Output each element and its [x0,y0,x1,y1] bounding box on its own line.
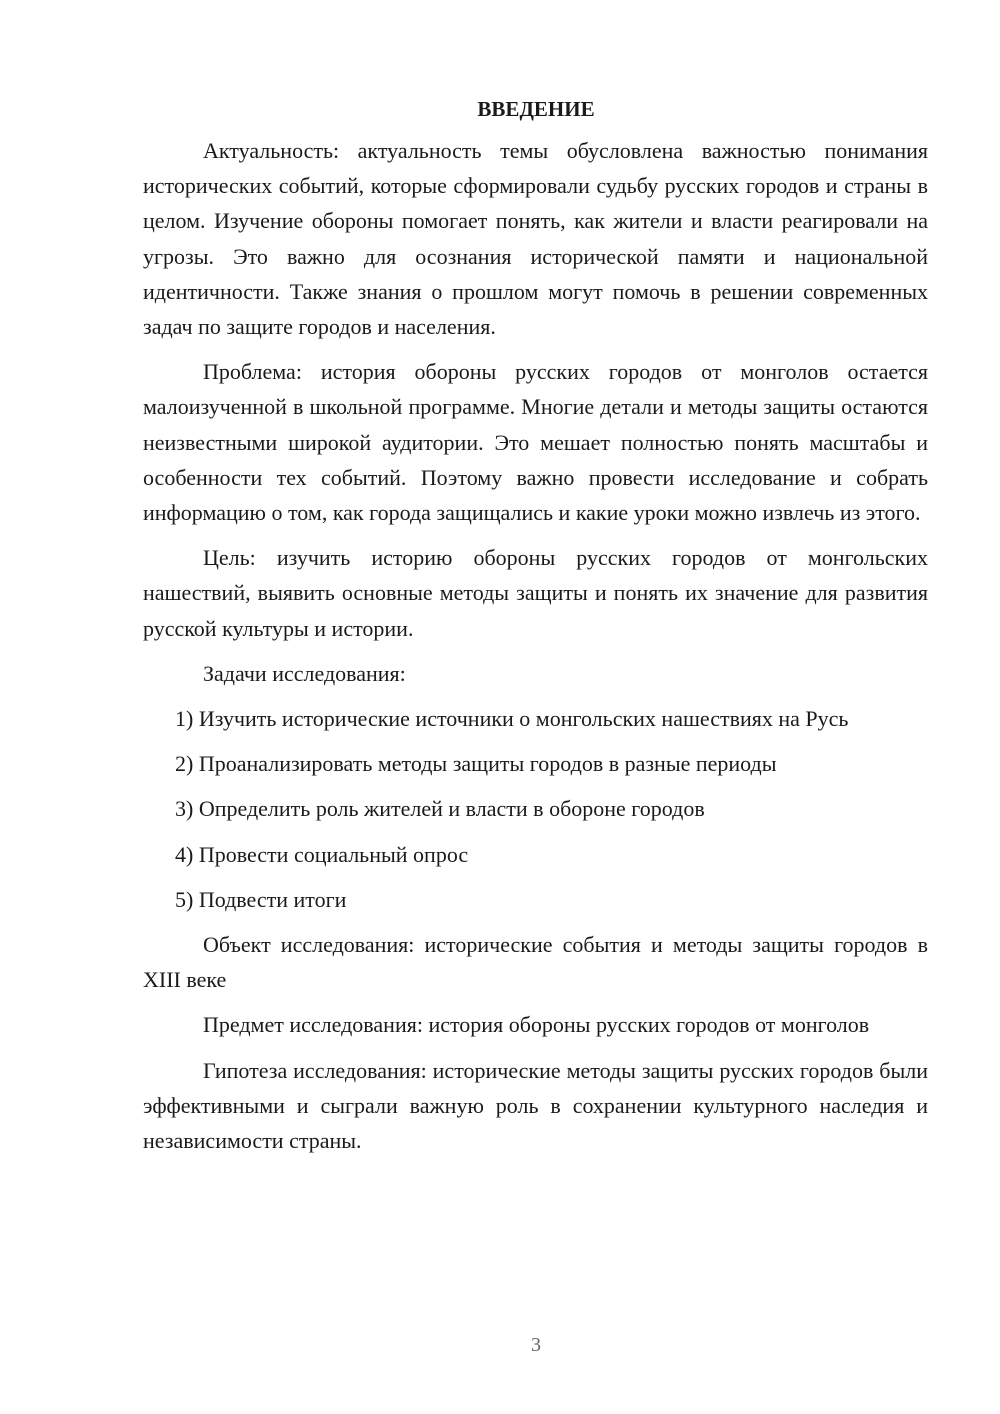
task-item: 4) Провести социальный опрос [175,841,469,867]
object-paragraph: Объект исследования: исторические события и методы защиты городов в XIII веке [143,932,928,993]
subject-paragraph: Предмет исследования: история обороны русских городов от монголов [203,1012,870,1038]
goal-paragraph: Цель: изучить историю обороны русских городов от монгольских нашествий, выявить основные методы защиты и понять их значение для развития русской культуры и истории. [143,545,928,641]
task-item: 3) Определить роль жителей и власти в обороне городов [175,796,705,822]
page-body [143,92,928,1168]
task-item: 2) Проанализировать методы защиты городов в разные периоды [175,751,777,777]
page-number: 3 [531,1334,541,1356]
relevance-paragraph: Актуальность: актуальность темы обусловлена важностью понимания исторических событий, которые сформировали судьбу русских городов и страны в целом. Изучение обороны помогает понять, как жители и власти реагировали на угрозы. Это важно для осознания исторической памяти и национальной идентичности. Также знания о прошлом могут помочь в решении современных задач по защите городов и населения. [143,138,928,340]
task-item: 1) Изучить исторические источники о монгольских нашествиях на Русь [175,706,849,732]
problem-paragraph: Проблема: история обороны русских городов от монголов остается малоизученной в школьной программе. Многие детали и методы защиты остаются неизвестными широкой аудитории. Это мешает полностью понять масштабы и особенности тех событий. Поэтому важно провести исследование и собрать информацию о том, как города защищались и какие уроки можно извлечь из этого. [143,359,928,526]
task-item: 5) Подвести итоги [175,886,347,912]
tasks-heading: Задачи исследования: [203,660,406,686]
page-title: ВВЕДЕНИЕ [477,97,595,121]
hypothesis-paragraph: Гипотеза исследования: исторические методы защиты русских городов были эффективными и сыграли важную роль в сохранении культурного наследия и независимости страны. [143,1057,928,1154]
